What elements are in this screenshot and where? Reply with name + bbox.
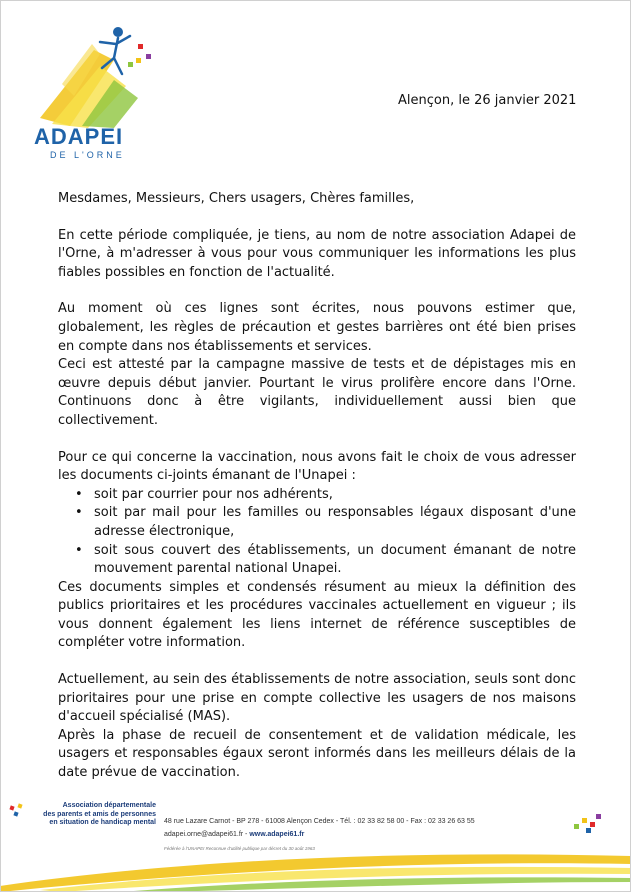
logo-subtitle: DE L'ORNE [50,150,125,160]
list-item: • soit par courrier pour nos adhérents, [58,486,576,505]
paragraph-1: En cette période compliquée, je tiens, au nom de notre association Adapei de l'Orne, à m'adresser à vous pour vous communiquer les informations les plus fiables possibles en fonction de l'actualité. [58,227,576,280]
paragraph-6: Actuellement, au sein des établissements de notre association, seuls sont donc prioritaires pour une prise en compte collective les usagers de nos maisons d'accueil spécialisé (MAS). [58,672,576,725]
footer-contact [164,831,464,838]
footer-squares-right-icon [566,810,616,840]
list-item: • soit par mail pour les familles ou responsables légaux disposant d'une adresse électronique, [58,504,576,541]
list-item: • soit sous couvert des établissements, un document émanant de notre mouvement parental national Unapei. [58,542,576,579]
footer-email: adapei.orne@adapei61.fr - [164,831,250,838]
footer-fine-print: Fédérée à l'UNAPEI Reconnue d'utilité publique par décret du 30 août 1963 [164,846,315,851]
footer-swoosh-icon [0,842,631,892]
paragraph-3: Ceci est attesté par la campagne massive de tests et de dépistages mis en œuvre depuis début janvier. Pourtant le virus prolifère encore dans l'Orne. Continuons donc à être vigilants, individuellement aussi bien que collectivement. [58,357,576,428]
paragraph-4: Pour ce qui concerne la vaccination, nous avons fait le choix de vous adresser les documents ci-joints émanant de l'Unapei : [58,449,576,484]
distribution-list [58,486,576,579]
page-footer [0,800,631,892]
paragraph-7: Après la phase de recueil de consentement et de validation médicale, les usagers et responsables égaux seront informés dans les meilleurs délais de la date prévue de vaccination. [58,727,576,781]
footer-website: www.adapei61.fr [249,831,305,838]
footer-address: 48 rue Lazare Carnot - BP 278 - 61008 Alençon Cedex - Tél. : 02 33 82 58 00 - Fax : 02 33 26 63 55 [164,818,475,825]
logo-name: ADAPEI [34,124,124,149]
salutation: Mesdames, Messieurs, Chers usagers, Chères familles, [58,191,415,206]
letter-body [58,190,576,783]
letter-date: Alençon, le 26 janvier 2021 [398,93,577,108]
organization-description: Association départementale des parents et amis de personnes en situation de handicap mental [43,802,156,826]
paragraph-2: Au moment où ces lignes sont écrites, nous pouvons estimer que, globalement, les règles de précaution et gestes barrières ont été bien prises en compte dans nos établissements et services. [58,301,576,354]
paragraph-5: Ces documents simples et condensés résument au mieux la définition des publics prioritaires et les procédures vaccinales actuellement en vigueur ; ils vous donnent également les liens internet de référence susceptibles de compléter votre information. [58,579,576,651]
